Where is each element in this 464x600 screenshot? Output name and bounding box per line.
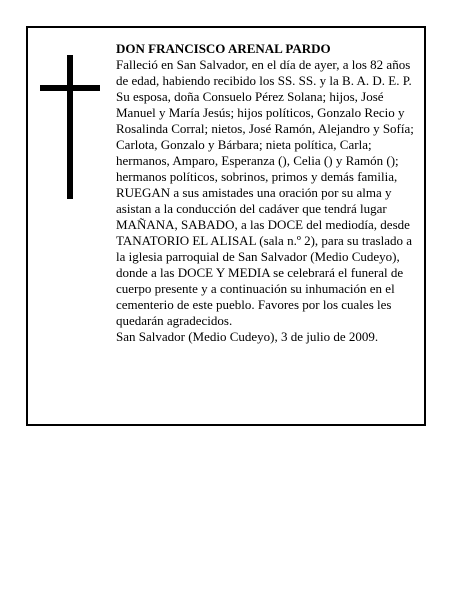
place-and-date: San Salvador (Medio Cudeyo), 3 de julio de 2009. [116,329,379,344]
latin-cross-icon [40,55,100,199]
death-announcement: Falleció en San Salvador, en el día de ayer, a los 82 años de edad, habiendo recibido los SS. SS. y la B. A. D. E. P. [116,57,412,88]
cross-horizontal-bar [40,85,100,91]
obituary-notice [26,26,426,426]
family-announcement: Su esposa, doña Consuelo Pérez Solana; hijos, José Manuel y María Jesús; hijos políticos, Gonzalo Recio y Rosalinda Corral; nietos, José Ramón, Alejandro y Sofía; Carlota, Gonzalo y Bárbara; nieta política, Carla; hermanos, Amparo, Esperanza (), Celia () y Ramón (); hermanos políticos, sobrinos, primos y demás familia, RUEGAN a sus amistades una oración por su alma y asistan a la conducción del cadáver que tendrá lugar MAÑANA, SABADO, a las DOCE del mediodía, desde TANATORIO EL ALISAL (sala n.º 2), para su traslado a la iglesia parroquial de San Salvador (Medio Cudeyo), donde a las DOCE Y MEDIA se celebrará el funeral de cuerpo presente y a continuación su inhumación en el cementerio de este pueblo. Favores por los cuales les quedarán agradecidos. [116,89,414,328]
deceased-name: DON FRANCISCO ARENAL PARDO [116,41,331,56]
obituary-text [116,41,421,345]
cross-vertical-bar [67,55,73,199]
